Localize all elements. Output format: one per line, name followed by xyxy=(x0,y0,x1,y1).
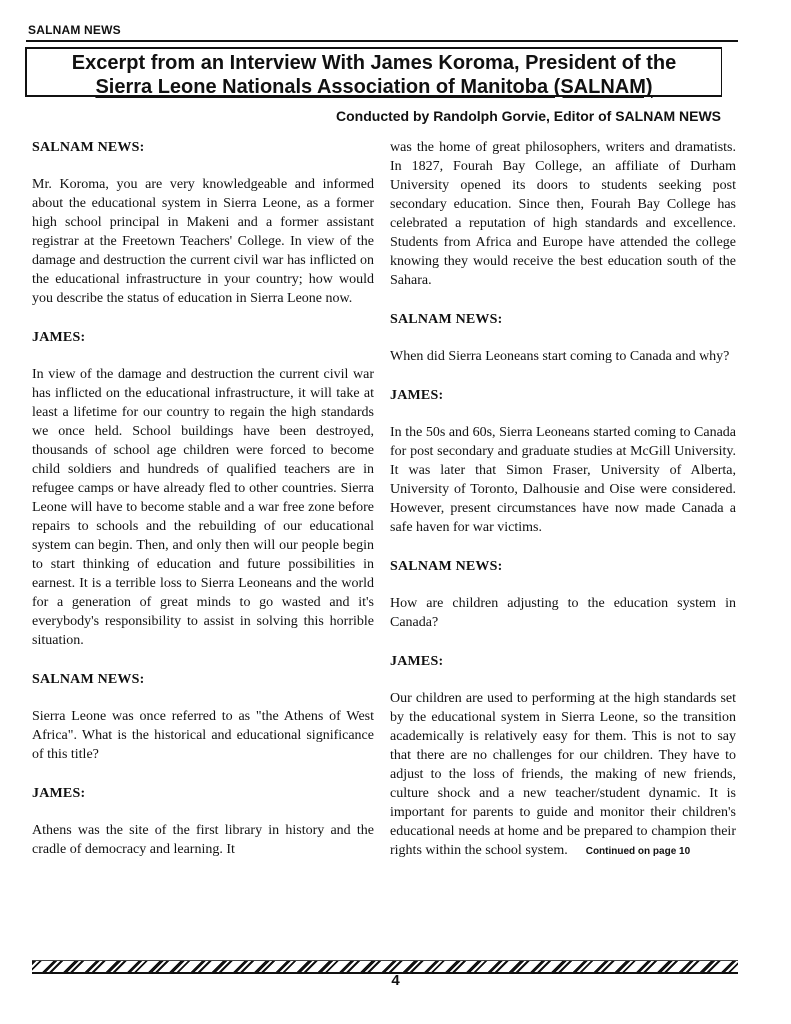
byline: Conducted by Randolph Gorvie, Editor of SALNAM NEWS xyxy=(336,108,721,124)
newsletter-header-label: SALNAM NEWS xyxy=(28,23,121,37)
page-number: 4 xyxy=(391,972,400,989)
answer-1-speaker: JAMES: xyxy=(32,330,86,345)
left-column xyxy=(32,138,374,859)
header-rule xyxy=(26,40,738,42)
question-2-speaker: SALNAM NEWS: xyxy=(32,672,145,687)
question-4-text: How are children adjusting to the education system in Canada? xyxy=(390,596,736,630)
right-column xyxy=(390,138,736,861)
answer-4-text: Our children are used to performing at the high standards set by the educational system in Sierra Leone, so the transition academically is relatively easy for them. This is not to say that there are no challenges for our children. They have to adjust to the loss of friends, the making of new friends, culture shock and a new teacher/student dynamic. It is important for parents to guide and monitor their children's educational needs at home and be prepared to champion their rights within the school system. xyxy=(390,691,736,858)
answer-2-text: Athens was the site of the first library in history and the cradle of democracy and learning. It xyxy=(32,823,374,857)
question-2-text: Sierra Leone was once referred to as "the Athens of West Africa". What is the historical and educational significance of this title? xyxy=(32,709,374,762)
question-4-speaker: SALNAM NEWS: xyxy=(390,559,503,574)
question-1-speaker: SALNAM NEWS: xyxy=(32,140,145,155)
answer-2-continued-text: was the home of great philosophers, writers and dramatists. In 1827, Fourah Bay College, an affiliate of Durham University opened its doors to students seeking post secondary education. Since then, Fourah Bay College has celebrated a reputation of high standards and excellence. Students from Africa and Europe have attended the college knowing they would receive the best education south of the Sahara. xyxy=(390,140,736,288)
answer-4-speaker: JAMES: xyxy=(390,654,444,669)
question-1-text: Mr. Koroma, you are very knowledgeable and informed about the educational system in Sierra Leone, as a former high school principal in Makeni and a former assistant registrar at the Freetown Teachers' College. In view of the damage and destruction the current civil war has inflicted on the educational infrastructure in your country; how would you describe the status of education in Sierra Leone now. xyxy=(32,177,374,306)
article-title-line-1: Excerpt from an Interview With James Koroma, President of the xyxy=(71,52,677,74)
answer-4-paragraph xyxy=(390,689,736,861)
question-3-speaker: SALNAM NEWS: xyxy=(390,312,503,327)
answer-3-speaker: JAMES: xyxy=(390,388,444,403)
article-title-box xyxy=(25,47,722,97)
answer-1-text: In view of the damage and destruction the current civil war has inflicted on the educational infrastructure, it will take at least a lifetime for our country to regain the high standards we once held. School buildings have been destroyed, thousands of school age children were forced to become child soldiers and hundreds of qualified teachers are in refugee camps or have already fled to other countries. Sierra Leone will have to become stable and a war free zone before repairs to schools and the rebuilding of our educational system can begin. Then, and only then will our people begin to start thinking of education and future possibilities in earnest. It is a terrible loss to Sierra Leoneans and the world for a generation of great minds to go wasted and it's everybody's responsibility to assist in solving this horrible situation. xyxy=(32,367,374,648)
continued-on-page-note: Continued on page 10 xyxy=(585,846,691,857)
article-title-line-2: Sierra Leone Nationals Association of Manitoba (SALNAM) xyxy=(95,76,653,98)
question-3-text: When did Sierra Leoneans start coming to Canada and why? xyxy=(390,349,730,364)
answer-3-text: In the 50s and 60s, Sierra Leoneans started coming to Canada for post secondary and graduate studies at McGill University. It was later that Simon Fraser, University of Alberta, University of Toronto, Dalhousie and Oise were considered. However, present circumstances have now made Canada a safe haven for war victims. xyxy=(390,425,736,535)
answer-2-speaker: JAMES: xyxy=(32,786,86,801)
